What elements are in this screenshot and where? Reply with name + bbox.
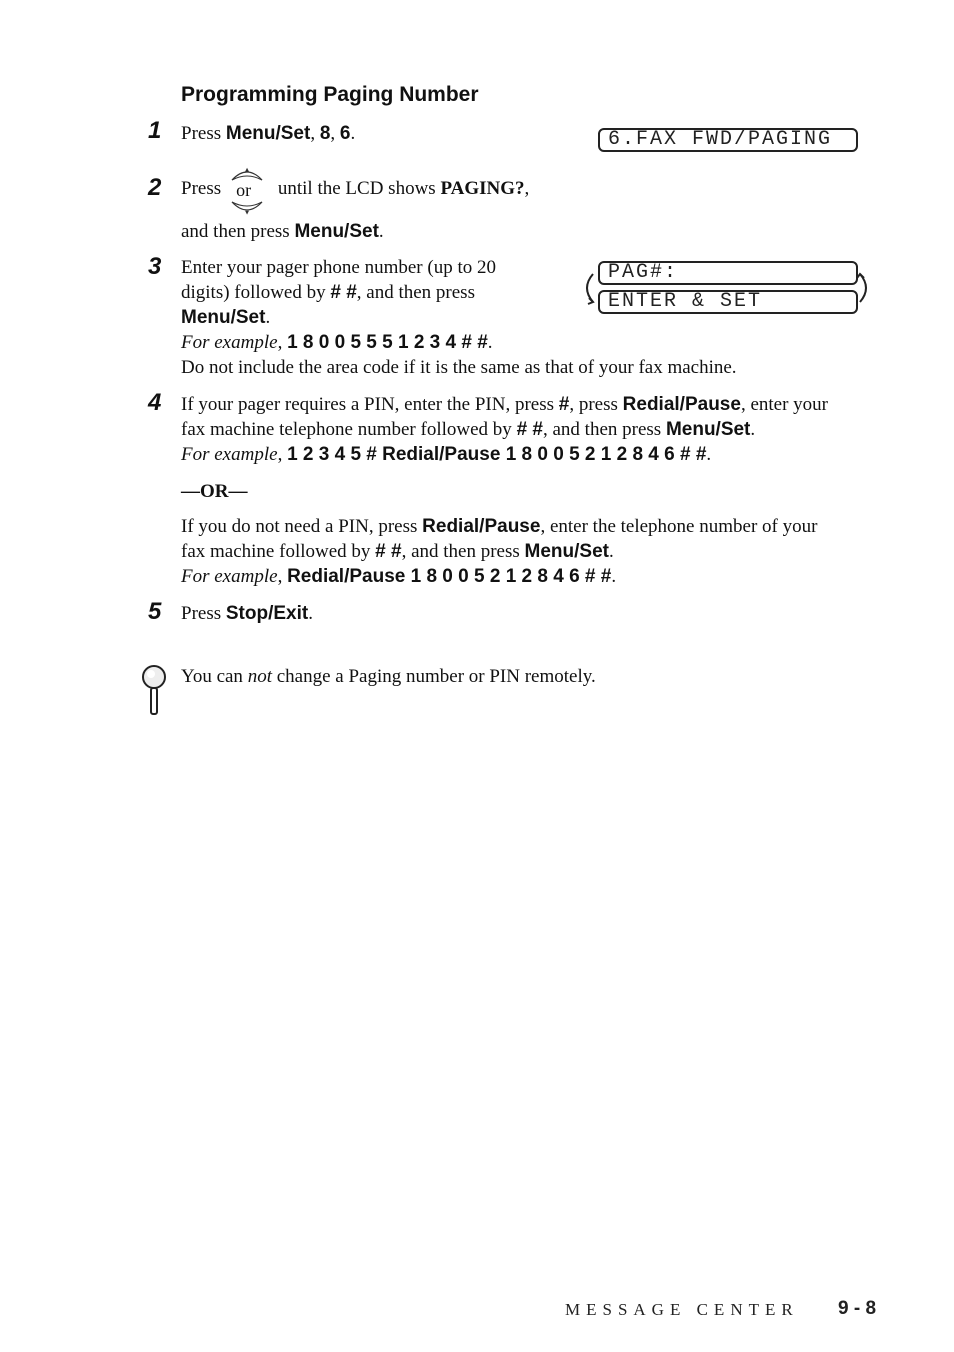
step-2-then: and then press (181, 221, 290, 242)
step-2-press: Press (181, 178, 222, 199)
lcd-pag-number: PAG#: (598, 261, 858, 285)
step-3-number: 3 (148, 253, 162, 280)
step-4-text (181, 392, 828, 467)
step-4-line-2: fax machine telephone number followed by # #, and then press Menu/Set. (181, 419, 756, 440)
step-5-text: Press Stop/Exit. (181, 603, 313, 624)
footer-page-number: 9 - 8 (838, 1298, 877, 1319)
up-down-navigation-icon (227, 166, 267, 216)
step-1-key-8: 8 (319, 123, 331, 144)
step-1-menu-key: Menu/Set (225, 123, 311, 144)
step-3-example-value: 1 8 0 0 5 5 5 1 2 3 4 # # (287, 332, 488, 353)
svg-text:▲: ▲ (245, 166, 250, 173)
step-4-menu-key: Menu/Set (665, 419, 751, 440)
step-4-example-value: 1 2 3 4 5 # Redial/Pause 1 8 0 0 5 2 1 2 8 4 6 # # (287, 444, 707, 465)
step-4-alternative (181, 514, 817, 589)
section-heading: Programming Paging Number (181, 83, 479, 106)
step-4-line-1: If your pager requires a PIN, enter the PIN, press #, press Redial/Pause, enter your (181, 394, 828, 415)
step-4-alt-example: For example, Redial/Pause 1 8 0 0 5 2 1 2 8 4 6 # #. (181, 566, 617, 587)
footer-section-name: MESSAGE CENTER (565, 1300, 799, 1319)
step-4-alt-line-2: fax machine followed by # #, and then press Menu/Set. (181, 541, 614, 562)
step-2-menu-key: Menu/Set (294, 221, 379, 242)
step-1-number: 1 (148, 117, 162, 144)
step-3-line-2: digits) followed by # #, and then press (181, 282, 475, 303)
note-text: You can not change a Paging number or PIN remotely. (181, 666, 596, 687)
step-4-example: For example, 1 2 3 4 5 # Redial/Pause 1 8 0 0 5 2 1 2 8 4 6 # #. (181, 444, 712, 465)
step-2-line-1: Press ▲ ▼ or until the LCD shows PAGING?, (181, 166, 530, 216)
or-label: or (236, 179, 252, 200)
lcd-enter-set: ENTER & SET (598, 290, 858, 314)
step-5-number: 5 (148, 598, 162, 625)
step-3-line-3: Menu/Set. (181, 307, 271, 328)
step-3-note: Do not include the area code if it is the same as that of your fax machine. (181, 357, 737, 378)
svg-text:▼: ▼ (245, 209, 250, 216)
step-4-number: 4 (148, 389, 162, 416)
note-magnifier-icon (141, 664, 169, 716)
step-1-text: Press Menu/Set, 8, 6. (181, 123, 356, 144)
step-1-press: Press (181, 123, 222, 144)
step-2-paging: PAGING? (440, 178, 525, 199)
stop-exit-key: Stop/Exit (225, 603, 309, 624)
step-4-alt-line-1: If you do not need a PIN, press Redial/Pause, enter the telephone number of your (181, 516, 818, 537)
step-3-example: For example, 1 8 0 0 5 5 5 1 2 3 4 # #. (181, 332, 493, 353)
redial-pause-key: Redial/Pause (622, 394, 741, 415)
step-2-until: until the LCD shows (277, 178, 436, 199)
step-3-menu-key: Menu/Set (181, 307, 266, 328)
or-divider: —OR— (181, 481, 248, 502)
step-1-key-6: 6 (339, 123, 351, 144)
step-3-line-1: Enter your pager phone number (up to 20 (181, 257, 496, 278)
lcd-fax-fwd-paging: 6.FAX FWD/PAGING (598, 128, 858, 152)
step-2-line-2: and then press Menu/Set. (181, 221, 384, 242)
hash-keys: # # (330, 282, 357, 303)
step-4-alt-example-value: Redial/Pause 1 8 0 0 5 2 1 2 8 4 6 # # (287, 566, 612, 587)
step-2-number: 2 (148, 174, 162, 201)
